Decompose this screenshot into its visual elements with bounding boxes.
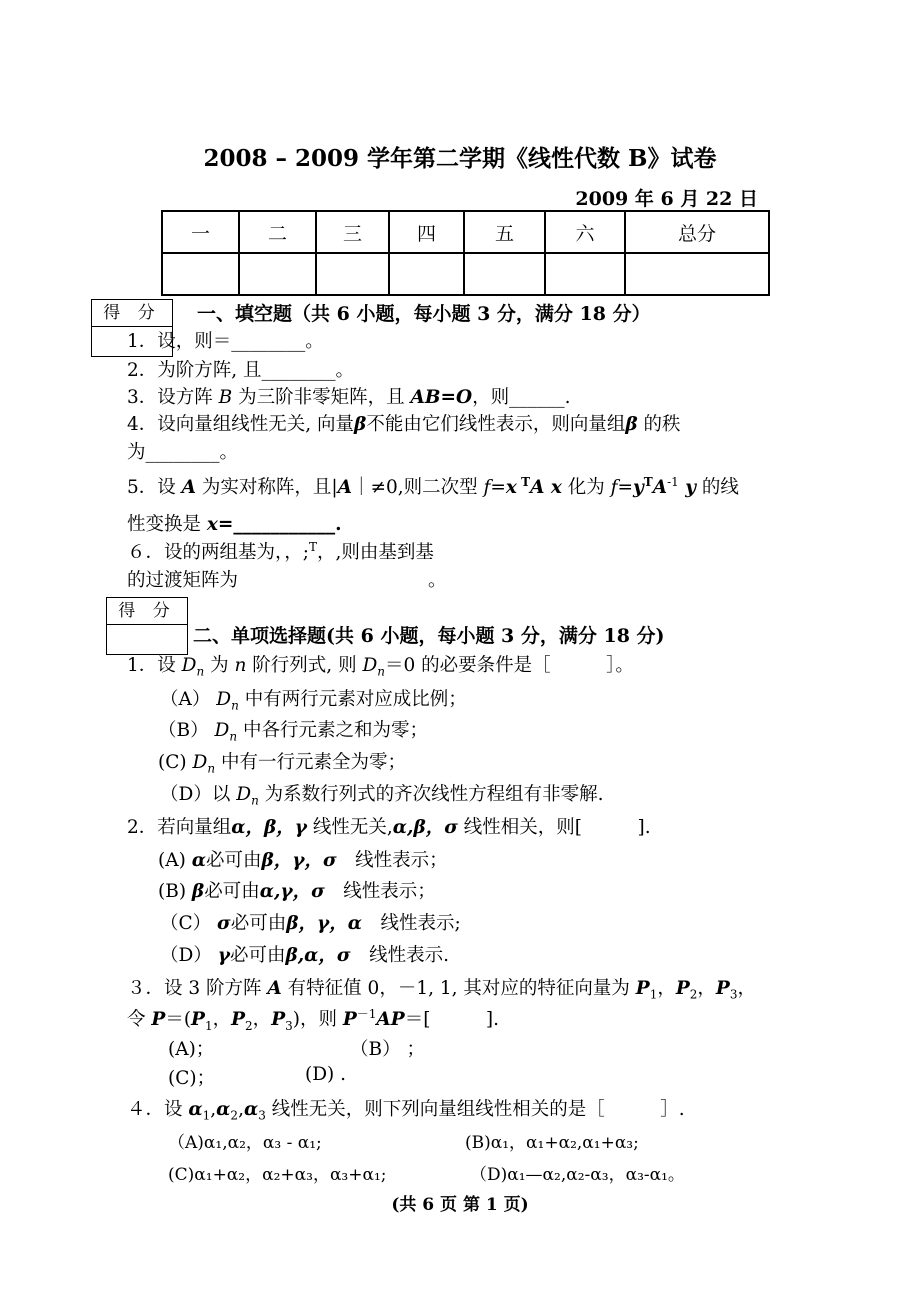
s2-q3-option-a: (A)； <box>168 1039 215 1060</box>
s1-q1: 1．设，则＝________。 <box>127 331 324 352</box>
score-header-1: 一 <box>162 211 239 253</box>
s2-q3-cont: 令 $P=(P_1$，$P_2$，$P_3$)，则 $P^{-1}AP=$[ ]. <box>127 1007 500 1033</box>
s1-q4: 4．设向量组线性无关, 向量β不能由它们线性表示，则向量组β 的秩 <box>127 414 681 435</box>
score-box-label: 得 分 <box>107 598 187 625</box>
s2-q4-option-a: （A)α₁,α₂，α₃ - α₁; <box>168 1133 322 1153</box>
s2-q1: 1．设 $D_n$ 为 n 阶行列式, 则 $D_n=0$ 的必要条件是［ ］。 <box>127 655 634 679</box>
score-header-4: 四 <box>389 211 464 253</box>
s2-q2: 2．若向量组α，β，γ 线性无关,α,β，σ 线性相关，则[ ]. <box>127 817 651 838</box>
s2-q4-option-d: （D)α₁—α₂,α₂-α₃，α₃-α₁。 <box>470 1165 685 1185</box>
score-cell-6[interactable] <box>545 253 625 295</box>
score-header-2: 二 <box>239 211 316 253</box>
s1-q5-cont: 性变换是 x=___________. <box>127 514 342 535</box>
page-footer: (共 6 页 第 1 页) <box>391 1195 529 1215</box>
score-header-6: 六 <box>545 211 625 253</box>
score-cell-5[interactable] <box>464 253 545 295</box>
s1-q4-cont: 为________。 <box>127 442 239 463</box>
exam-date: 2009 年 6 月 22 日 <box>575 188 758 210</box>
s2-q3: ３．设 3 阶方阵 A 有特征值 0，－1, 1, 其对应的特征向量为 $P_1$，$P_2$，$P_3$， <box>127 978 756 1002</box>
s1-q6-cont: 的过渡矩阵为 。 <box>127 570 447 591</box>
s2-q2-option-d: （D） γ必可由β,α，σ 线性表示. <box>160 945 449 966</box>
s2-q3-option-b: （B） ； <box>350 1039 425 1060</box>
s2-q2-option-a: (A) α必可由β，γ，σ 线性表示； <box>158 850 448 871</box>
score-header-total: 总分 <box>625 211 769 253</box>
score-cell-total[interactable] <box>625 253 769 295</box>
s2-q2-option-b: (B) β必可由α,γ，σ 线性表示； <box>158 881 436 902</box>
exam-title: 2008 – 2009 学年第二学期《线性代数 B》试卷 <box>203 145 717 172</box>
section1-heading: 一、填空题（共 6 小题，每小题 3 分，满分 18 分） <box>197 303 651 325</box>
s1-q6: ６．设的两组基为，，;$^T$，,则由基到基 <box>127 539 434 563</box>
score-cell-2[interactable] <box>239 253 316 295</box>
section2-heading: 二、单项选择题(共 6 小题，每小题 3 分，满分 18 分) <box>193 625 665 647</box>
s1-q3: 3．设方阵 B 为三阶非零矩阵，且 AB=O，则______. <box>127 387 571 408</box>
s2-q1-option-b: （B） $D_n$ 中各行元素之和为零； <box>158 720 428 744</box>
score-cell-3[interactable] <box>316 253 389 295</box>
score-box-section2 <box>106 597 188 655</box>
score-table <box>161 210 770 296</box>
s2-q2-option-c: （C） σ必可由β，γ，α 线性表示; <box>160 913 461 934</box>
s2-q4: ４．设 $\alpha_1,\alpha_2,\alpha_3$ 线性无关，则下列向量组线性相关的是［ ］. <box>127 1099 685 1123</box>
s1-q2: 2．为阶方阵, 且________。 <box>127 360 355 381</box>
score-header-5: 五 <box>464 211 545 253</box>
score-header-3: 三 <box>316 211 389 253</box>
score-cell-1[interactable] <box>162 253 239 295</box>
s2-q4-option-b: (B)α₁，α₁+α₂,α₁+α₃; <box>465 1133 639 1153</box>
score-cell-4[interactable] <box>389 253 464 295</box>
s2-q3-option-c: (C)； <box>168 1068 216 1089</box>
s1-q5: 5．设 A 为实对称阵，且|A｜≠0,则二次型 f=x $^T$A x 化为 $f=y^TA^{-1}$ y 的线 <box>127 474 739 498</box>
s2-q4-option-c: (C)α₁+α₂，α₂+α₃，α₃+α₁; <box>168 1165 387 1185</box>
score-box-label: 得 分 <box>92 300 172 327</box>
s2-q1-option-d: （D）以 $D_n$ 为系数行列式的齐次线性方程组有非零解. <box>160 784 604 808</box>
s2-q3-option-d: (D) . <box>305 1064 347 1085</box>
s2-q1-option-a: （A） $D_n$ 中有两行元素对应成比例； <box>160 689 467 713</box>
s2-q1-option-c: (C) $D_n$ 中有一行元素全为零； <box>158 752 406 776</box>
